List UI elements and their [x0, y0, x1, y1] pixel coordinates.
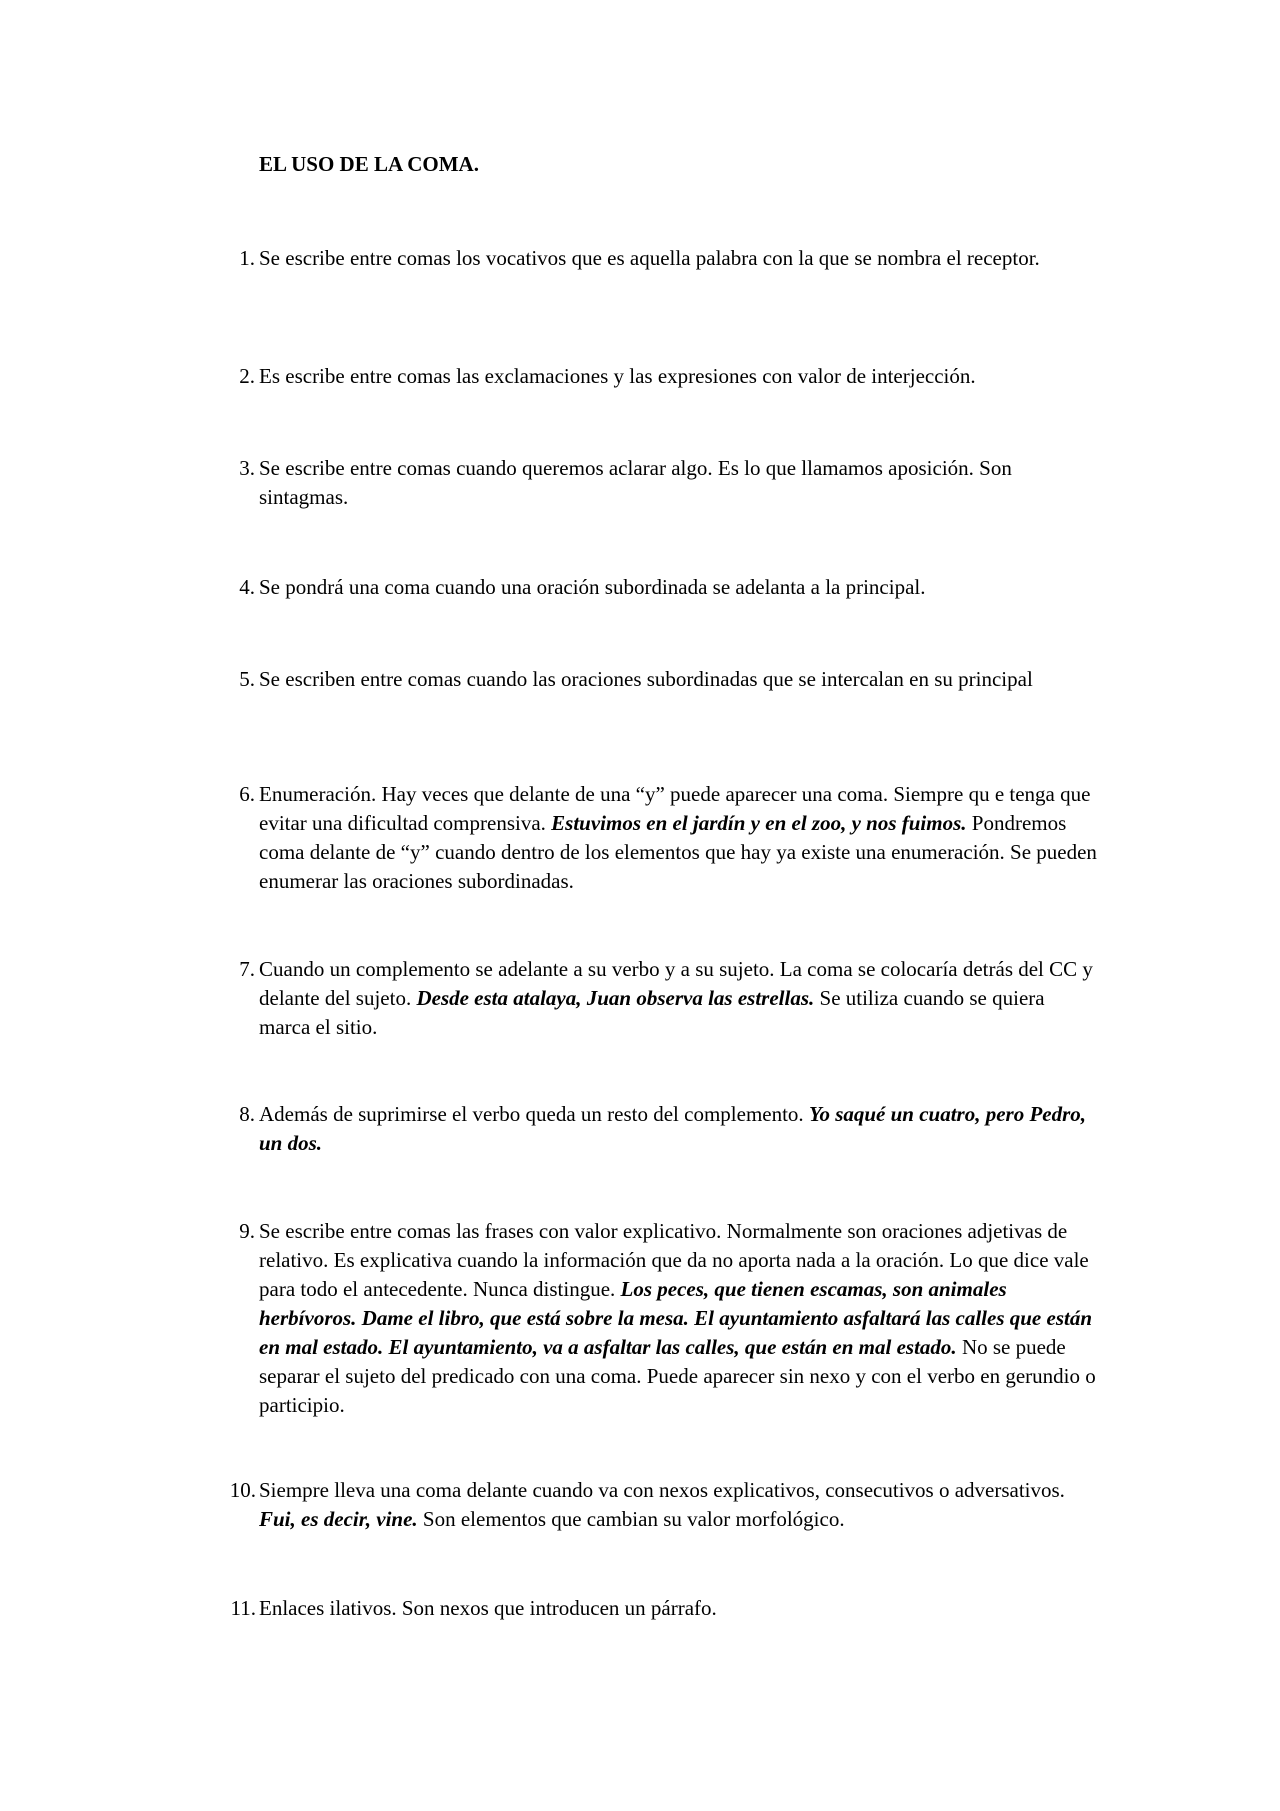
rule-text — [259, 665, 1101, 694]
rule-example: Los peces, que tienen escamas, son animales herbívoros. Dame el libro, que está sobre la mesa. El ayuntamiento asfaltará las calles que están en mal estado. El ayuntamiento, va a asfaltar las calles, que están en mal estado. — [259, 1277, 1093, 1359]
rule-text-segment: Se pondrá una coma cuando una oración subordinada se adelanta a la principal. — [259, 575, 926, 599]
rule-text — [259, 1217, 1101, 1420]
rule-number: 3. — [239, 456, 255, 480]
rule-text — [259, 780, 1101, 896]
rule-item — [229, 1476, 1101, 1534]
rule-text — [259, 454, 1101, 512]
rule-example: Desde esta atalaya, Juan observa las estrellas. — [416, 986, 815, 1010]
rule-example: Estuvimos en el jardín y en el zoo, y nos fuimos. — [551, 811, 967, 835]
rule-text-segment: Es escribe entre comas las exclamaciones y las expresiones con valor de interjección. — [259, 364, 976, 388]
rule-text-segment: Siempre lleva una coma delante cuando va con nexos explicativos, consecutivos o adversativos. — [259, 1478, 1065, 1502]
rule-text — [259, 573, 1101, 602]
rule-number: 9. — [239, 1219, 255, 1243]
rule-item — [239, 955, 1101, 1042]
rule-text — [259, 362, 1101, 391]
rule-item — [239, 362, 1101, 391]
rule-text-segment: Pondremos coma delante de “y” cuando dentro de los elementos que hay ya existe una enumeración. Se pueden enumerar las oraciones subordinadas. — [259, 811, 1097, 893]
rule-text — [259, 1476, 1101, 1534]
rule-text-segment: Son elementos que cambian su valor morfológico. — [417, 1507, 845, 1531]
rule-number: 2. — [239, 364, 255, 388]
rule-text-segment: Se escribe entre comas los vocativos que es aquella palabra con la que se nombra el receptor. — [259, 246, 1040, 270]
rule-number: 11. — [230, 1596, 256, 1620]
rule-item — [239, 454, 1101, 512]
rule-number: 10. — [229, 1478, 256, 1502]
page-title: EL USO DE LA COMA. — [259, 152, 479, 176]
rule-text-segment: No se puede separar el sujeto del predicado con una coma. Puede aparecer sin nexo y con el verbo en gerundio o participio. — [259, 1335, 1096, 1417]
rule-item — [239, 780, 1101, 896]
rule-text — [259, 1594, 1101, 1623]
rule-text-segment: Se escriben entre comas cuando las oraciones subordinadas que se intercalan en su principal — [259, 667, 1033, 691]
rule-item — [239, 573, 1101, 602]
rule-item — [239, 665, 1101, 694]
rule-text — [259, 244, 1101, 273]
rule-number: 8. — [239, 1102, 255, 1126]
rule-item — [239, 244, 1101, 273]
rule-text — [259, 1100, 1101, 1158]
rule-text-segment: Cuando un complemento se adelante a su verbo y a su sujeto. La coma se colocaría detrás del CC y delante del sujeto. — [259, 957, 1093, 1010]
rule-number: 5. — [239, 667, 255, 691]
rule-text-segment: Además de suprimirse el verbo queda un resto del complemento. — [259, 1102, 809, 1126]
rule-text — [259, 955, 1101, 1042]
rule-text-segment: Se escribe entre comas cuando queremos aclarar algo. Es lo que llamamos aposición. Son sintagmas. — [259, 456, 1012, 509]
rule-text-segment: Se escribe entre comas las frases con valor explicativo. Normalmente son oraciones adjetivas de relativo. Es explicativa cuando la información que da no aporta nada a la oración. Lo que dice vale para todo el antecedente. Nunca distingue. — [259, 1219, 1089, 1301]
rule-number: 7. — [239, 957, 255, 981]
rule-number: 1. — [239, 246, 255, 270]
rule-item — [239, 1100, 1101, 1158]
rule-text-segment: Se utiliza cuando se quiera marca el sitio. — [259, 986, 1045, 1039]
rule-item — [239, 1217, 1101, 1420]
rule-number: 6. — [239, 782, 255, 806]
rule-text-segment: Enlaces ilativos. Son nexos que introducen un párrafo. — [259, 1596, 717, 1620]
rule-example: Yo saqué un cuatro, pero Pedro, un dos. — [259, 1102, 1087, 1155]
rule-item — [230, 1594, 1101, 1623]
rule-text-segment: Enumeración. Hay veces que delante de una “y” puede aparecer una coma. Siempre qu e tenga que evitar una dificultad comprensiva. — [259, 782, 1091, 835]
rule-number: 4. — [239, 575, 255, 599]
rule-example: Fui, es decir, vine. — [259, 1507, 418, 1531]
